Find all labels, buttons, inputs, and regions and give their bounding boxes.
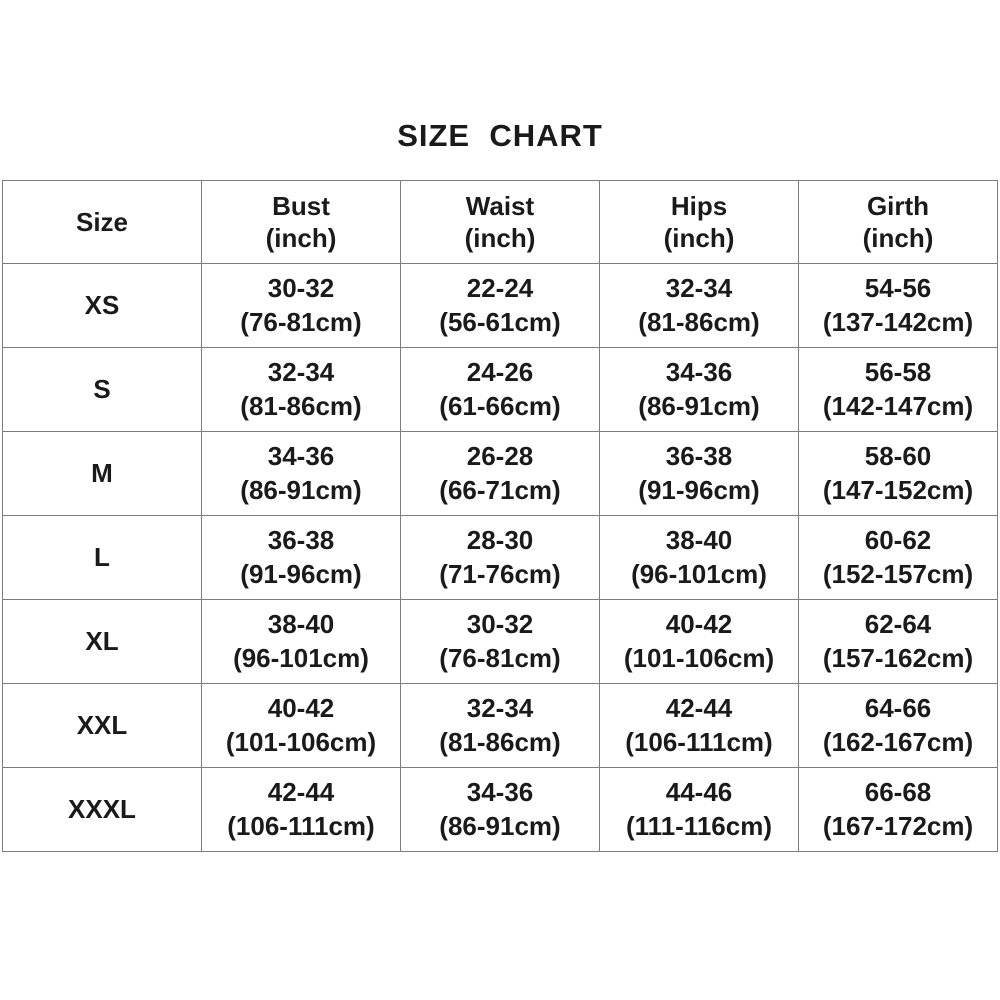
bust-cell — [202, 348, 401, 432]
girth-cell — [799, 684, 998, 768]
bust-cell — [202, 600, 401, 684]
cm-value: (147-152cm) — [822, 474, 974, 505]
cm-value: (142-147cm) — [822, 390, 974, 421]
column-label: Bust — [272, 190, 330, 221]
bust-cell — [202, 264, 401, 348]
waist-cell — [401, 264, 600, 348]
table-row — [3, 432, 998, 516]
table-row — [3, 768, 998, 852]
inch-value: 28-30 — [466, 525, 534, 556]
cm-value: (111-116cm) — [625, 810, 772, 841]
size-chart-table — [2, 180, 998, 852]
bust-cell — [202, 768, 401, 852]
girth-cell — [799, 600, 998, 684]
column-unit: (inch) — [862, 223, 934, 253]
inch-value: 34-36 — [466, 777, 534, 808]
column-label: Size — [75, 206, 129, 237]
cm-value: (157-162cm) — [822, 642, 974, 673]
table-row — [3, 600, 998, 684]
size-cell: XL — [3, 600, 202, 684]
table-row — [3, 684, 998, 768]
size-cell: M — [3, 432, 202, 516]
inch-value: 22-24 — [466, 273, 534, 304]
cm-value: (96-101cm) — [631, 558, 767, 589]
column-unit: (inch) — [265, 223, 337, 253]
table-row — [3, 348, 998, 432]
cm-value: (86-91cm) — [439, 810, 561, 841]
size-cell: XXL — [3, 684, 202, 768]
size-cell: L — [3, 516, 202, 600]
bust-cell — [202, 516, 401, 600]
size-cell: XXXL — [3, 768, 202, 852]
inch-value: 42-44 — [665, 693, 733, 724]
cm-value: (101-106cm) — [225, 726, 377, 757]
waist-cell — [401, 348, 600, 432]
cm-value: (81-86cm) — [240, 390, 362, 421]
cm-value: (162-167cm) — [822, 726, 974, 757]
cm-value: (81-86cm) — [439, 726, 561, 757]
hips-cell — [600, 600, 799, 684]
inch-value: 44-46 — [665, 777, 733, 808]
column-header-bust — [202, 181, 401, 264]
hips-cell — [600, 768, 799, 852]
cm-value: (152-157cm) — [822, 558, 974, 589]
girth-cell — [799, 432, 998, 516]
inch-value: 32-34 — [466, 693, 534, 724]
waist-cell — [401, 516, 600, 600]
table-row — [3, 516, 998, 600]
size-cell: XS — [3, 264, 202, 348]
girth-cell — [799, 768, 998, 852]
bust-cell — [202, 684, 401, 768]
cm-value: (86-91cm) — [638, 390, 760, 421]
inch-value: 26-28 — [466, 441, 534, 472]
inch-value: 60-62 — [864, 525, 932, 556]
inch-value: 58-60 — [864, 441, 932, 472]
inch-value: 32-34 — [665, 273, 733, 304]
waist-cell — [401, 432, 600, 516]
cm-value: (96-101cm) — [233, 642, 369, 673]
column-header-girth — [799, 181, 998, 264]
girth-cell — [799, 264, 998, 348]
inch-value: 36-38 — [267, 525, 335, 556]
page-title: SIZE CHART — [397, 118, 603, 153]
column-label: Hips — [670, 190, 728, 221]
waist-cell — [401, 600, 600, 684]
inch-value: 62-64 — [864, 609, 932, 640]
bust-cell — [202, 432, 401, 516]
column-header-hips — [600, 181, 799, 264]
inch-value: 30-32 — [466, 609, 534, 640]
cm-value: (101-106cm) — [623, 642, 775, 673]
hips-cell — [600, 684, 799, 768]
inch-value: 42-44 — [267, 777, 335, 808]
column-label: Girth — [866, 190, 930, 221]
table-body — [3, 264, 998, 852]
cm-value: (66-71cm) — [439, 474, 561, 505]
cm-value: (91-96cm) — [240, 558, 362, 589]
column-label: Waist — [465, 190, 535, 221]
inch-value: 36-38 — [665, 441, 733, 472]
waist-cell — [401, 684, 600, 768]
inch-value: 30-32 — [267, 273, 335, 304]
cm-value: (106-111cm) — [227, 810, 375, 841]
table-row — [3, 264, 998, 348]
inch-value: 40-42 — [665, 609, 733, 640]
inch-value: 34-36 — [665, 357, 733, 388]
table-header — [3, 181, 998, 264]
cm-value: (56-61cm) — [439, 306, 561, 337]
waist-cell — [401, 768, 600, 852]
cm-value: (61-66cm) — [439, 390, 561, 421]
girth-cell — [799, 348, 998, 432]
inch-value: 32-34 — [267, 357, 335, 388]
header-row — [3, 181, 998, 264]
column-header-waist — [401, 181, 600, 264]
inch-value: 66-68 — [864, 777, 932, 808]
inch-value: 56-58 — [864, 357, 932, 388]
size-cell: S — [3, 348, 202, 432]
column-header-size — [3, 181, 202, 264]
hips-cell — [600, 348, 799, 432]
cm-value: (76-81cm) — [240, 306, 362, 337]
column-unit: (inch) — [663, 223, 735, 253]
inch-value: 34-36 — [267, 441, 335, 472]
cm-value: (137-142cm) — [822, 306, 974, 337]
cm-value: (71-76cm) — [439, 558, 561, 589]
hips-cell — [600, 516, 799, 600]
cm-value: (76-81cm) — [439, 642, 561, 673]
hips-cell — [600, 432, 799, 516]
inch-value: 64-66 — [864, 693, 932, 724]
inch-value: 24-26 — [466, 357, 534, 388]
column-unit: (inch) — [464, 223, 536, 253]
inch-value: 40-42 — [267, 693, 335, 724]
cm-value: (91-96cm) — [638, 474, 760, 505]
cm-value: (86-91cm) — [240, 474, 362, 505]
girth-cell — [799, 516, 998, 600]
cm-value: (167-172cm) — [822, 810, 974, 841]
cm-value: (106-111cm) — [625, 726, 773, 757]
hips-cell — [600, 264, 799, 348]
inch-value: 54-56 — [864, 273, 932, 304]
inch-value: 38-40 — [665, 525, 733, 556]
inch-value: 38-40 — [267, 609, 335, 640]
cm-value: (81-86cm) — [638, 306, 760, 337]
